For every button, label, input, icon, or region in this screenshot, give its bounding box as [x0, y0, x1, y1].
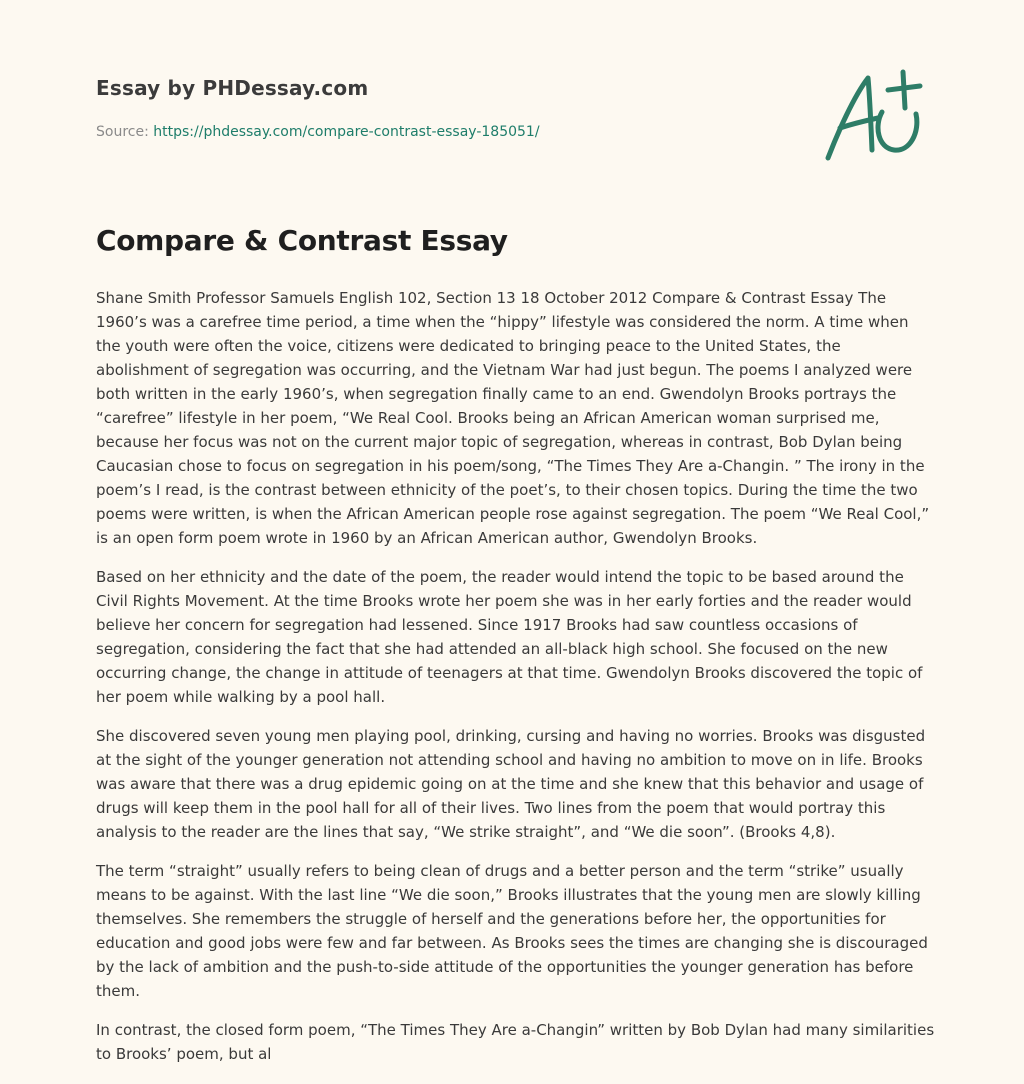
- source-line: [96, 124, 540, 140]
- essay-paragraph: The term “straight” usually refers to being clean of drugs and a better person and the term “strike” usually means to be against. With the last line “We die soon,” Brooks illustrates that the young men are slowly killing themselves. She remembers the struggle of herself and the generations before her, the opportunities for education and good jobs were few and far between. As Brooks sees the times are changing she is discouraged by the lack of ambition and the push-to-side attitude of the opportunities the younger generation has before them.: [96, 862, 928, 1000]
- essay-body: [96, 286, 936, 1081]
- essay-paragraph: In contrast, the closed form poem, “The Times They Are a-Changin” written by Bob Dylan had many similarities to Brooks’ poem, but al: [96, 1021, 935, 1063]
- source-link[interactable]: https://phdessay.com/compare-contrast-essay-185051/: [153, 124, 540, 140]
- essay-paragraph: Shane Smith Professor Samuels English 102, Section 13 18 October 2012 Compare & Contrast Essay The 1960’s was a carefree time period, a time when the “hippy” lifestyle was considered the norm. A time when the youth were often the voice, citizens were dedicated to bringing peace to the United States, the abolishment of segregation was occurring, and the Vietnam War had just begun. The poems I analyzed were both written in the early 1960’s, when segregation finally came to an end. Gwendolyn Brooks portrays the “carefree” lifestyle in her poem, “We Real Cool. Brooks being an African American woman surprised me, because her focus was not on the current major topic of segregation, whereas in contrast, Bob Dylan being Caucasian chose to focus on segregation in his poem/song, “The Times They Are a-Changin. ” The irony in the poem’s I read, is the contrast between ethnicity of the poet’s, to their chosen topics. During the time the two poems were written, is when the African American people rose against segregation. The poem “We Real Cool,” is an open form poem wrote in 1960 by an African American author, Gwendolyn Brooks.: [96, 289, 930, 547]
- site-brand: Essay by PHDessay.com: [96, 76, 369, 100]
- essay-title: Compare & Contrast Essay: [96, 224, 508, 257]
- source-label: Source:: [96, 124, 154, 140]
- essay-paragraph: Based on her ethnicity and the date of the poem, the reader would intend the topic to be based around the Civil Rights Movement. At the time Brooks wrote her poem she was in her early forties and the reader would believe her concern for segregation had lessened. Since 1917 Brooks had saw countless occasions of segregation, considering the fact that she had attended an all-black high school. She focused on the new occurring change, the change in attitude of teenagers at that time. Gwendolyn Brooks discovered the topic of her poem while walking by a pool hall.: [96, 568, 923, 706]
- a-plus-grade-icon: [816, 66, 932, 166]
- essay-paragraph: She discovered seven young men playing pool, drinking, cursing and having no worries. Brooks was disgusted at the sight of the younger generation not attending school and having no ambition to move on in life. Brooks was aware that there was a drug epidemic going on at the time and she knew that this behavior and usage of drugs will keep them in the pool hall for all of their lives. Two lines from the poem that would portray this analysis to the reader are the lines that say, “We strike straight”, and “We die soon”. (Brooks 4,8).: [96, 727, 926, 841]
